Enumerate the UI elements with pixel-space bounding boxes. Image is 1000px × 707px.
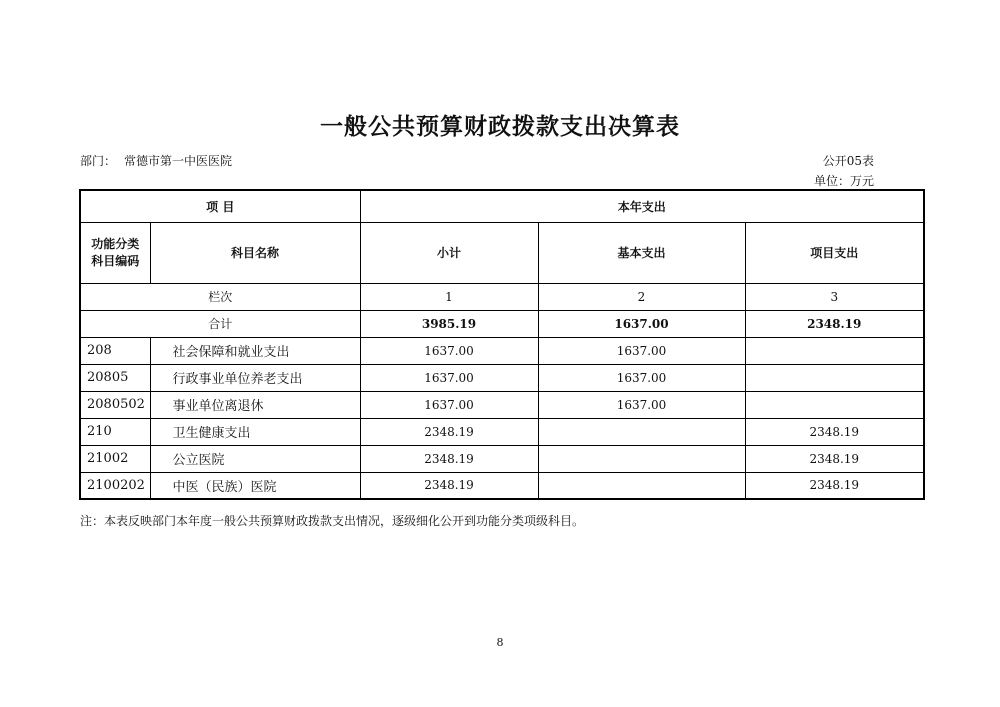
table-row <box>80 472 924 499</box>
department-label: 部门： <box>80 154 117 168</box>
row-code: 2080502 <box>80 391 150 418</box>
row-subtotal: 2348.19 <box>360 445 538 472</box>
row-basic: 1637.00 <box>538 391 745 418</box>
col-header-code-line2: 科目编码 <box>91 253 140 268</box>
row-name: 事业单位离退休 <box>150 391 360 418</box>
col-header-project: 项目支出 <box>745 222 924 283</box>
row-basic <box>538 418 745 445</box>
total-project: 2348.19 <box>745 310 924 337</box>
row-basic <box>538 445 745 472</box>
page-title: 一般公共预算财政拨款支出决算表 <box>320 113 680 140</box>
header-item: 项 目 <box>80 190 360 222</box>
row-project: 2348.19 <box>745 418 924 445</box>
unit-label: 单位：万元 <box>813 174 874 188</box>
row-total-label: 合计 <box>80 310 360 337</box>
row-subtotal: 2348.19 <box>360 472 538 499</box>
row-basic: 1637.00 <box>538 337 745 364</box>
row-name: 社会保障和就业支出 <box>150 337 360 364</box>
row-code: 210 <box>80 418 150 445</box>
table-row <box>80 364 924 391</box>
row-subtotal: 1637.00 <box>360 391 538 418</box>
table-row <box>80 337 924 364</box>
row-project <box>745 391 924 418</box>
row-name: 行政事业单位养老支出 <box>150 364 360 391</box>
table-row <box>80 391 924 418</box>
row-basic: 1637.00 <box>538 364 745 391</box>
col-header-code <box>80 222 150 283</box>
row-code: 208 <box>80 337 150 364</box>
table-row <box>80 445 924 472</box>
row-subtotal: 1637.00 <box>360 337 538 364</box>
row-subtotal: 2348.19 <box>360 418 538 445</box>
col-header-subtotal: 小计 <box>360 222 538 283</box>
row-index-2: 2 <box>538 283 745 310</box>
row-project: 2348.19 <box>745 472 924 499</box>
col-header-code-line1: 功能分类 <box>91 236 140 251</box>
row-basic <box>538 472 745 499</box>
total-basic: 1637.00 <box>538 310 745 337</box>
header-year-expenditure: 本年支出 <box>360 190 924 222</box>
row-code: 20805 <box>80 364 150 391</box>
row-index-3: 3 <box>745 283 924 310</box>
page-number: 8 <box>496 636 504 649</box>
table-row <box>80 418 924 445</box>
col-header-name: 科目名称 <box>150 222 360 283</box>
row-index-label: 栏次 <box>80 283 360 310</box>
form-number: 公开05表 <box>822 154 874 168</box>
row-name: 卫生健康支出 <box>150 418 360 445</box>
footnote: 注：本表反映部门本年度一般公共预算财政拨款支出情况，逐级细化公开到功能分类项级科目。 <box>80 514 585 528</box>
row-name: 公立医院 <box>150 445 360 472</box>
row-project <box>745 337 924 364</box>
department-line <box>80 152 232 169</box>
department-name: 常德市第一中医医院 <box>124 154 233 168</box>
row-code: 21002 <box>80 445 150 472</box>
row-code: 2100202 <box>80 472 150 499</box>
col-header-basic: 基本支出 <box>538 222 745 283</box>
row-name: 中医（民族）医院 <box>150 472 360 499</box>
row-index-1: 1 <box>360 283 538 310</box>
row-subtotal: 1637.00 <box>360 364 538 391</box>
row-project: 2348.19 <box>745 445 924 472</box>
total-subtotal: 3985.19 <box>360 310 538 337</box>
expenditure-table <box>79 189 925 500</box>
row-project <box>745 364 924 391</box>
